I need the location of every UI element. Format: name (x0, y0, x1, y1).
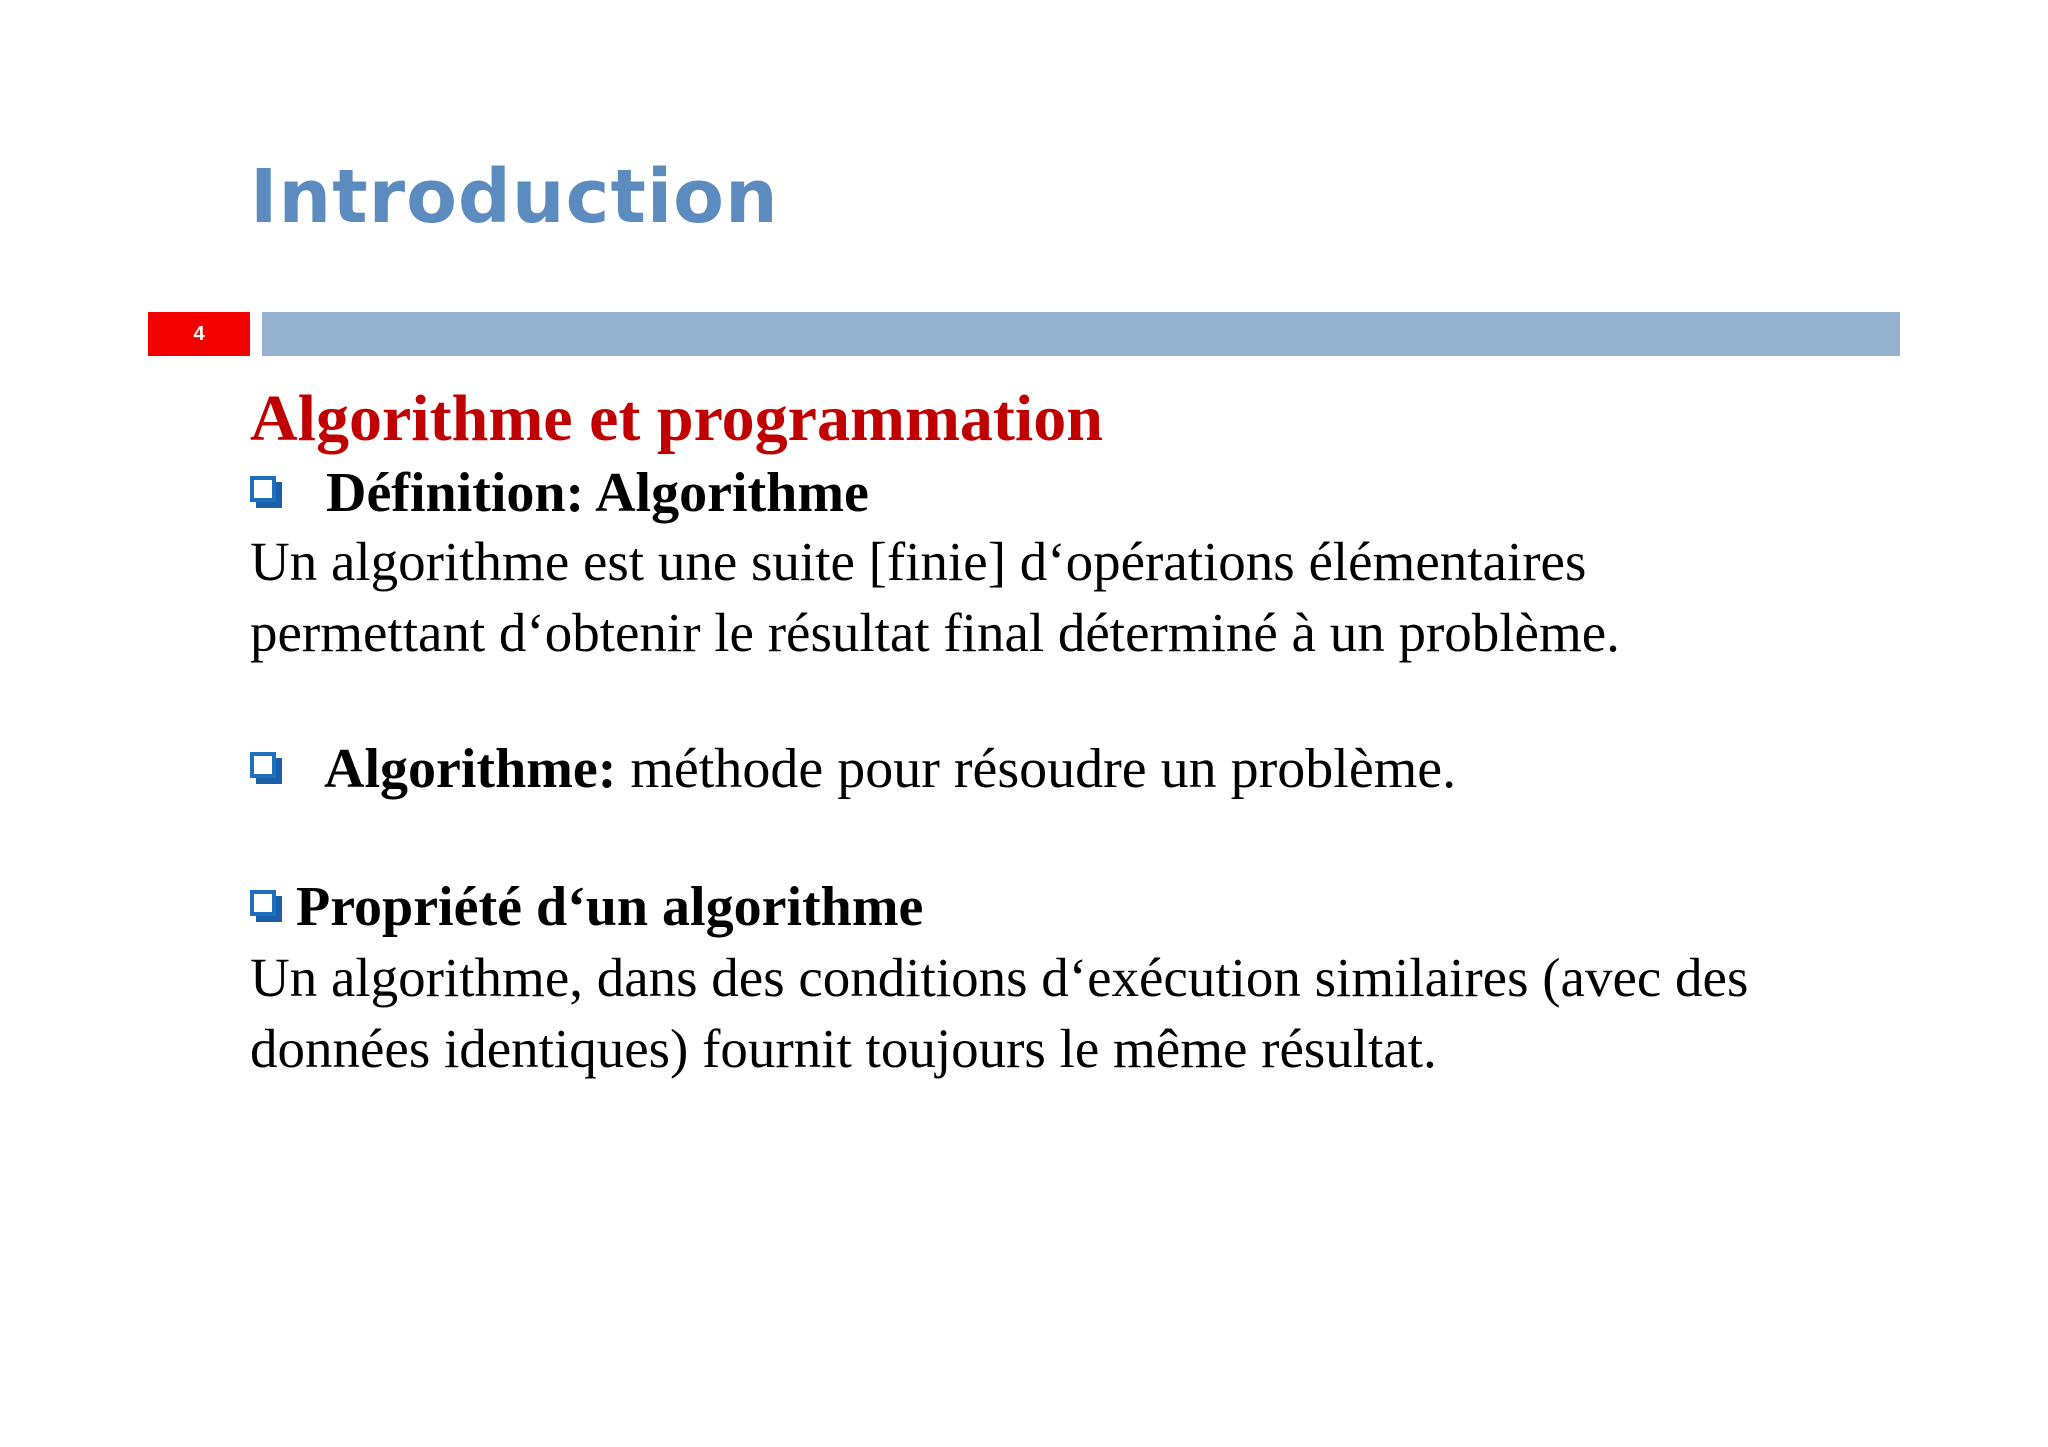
definition-heading: Définition: Algorithme (326, 462, 869, 524)
propriete-line: Un algorithme, dans des conditions d‘exécution similaires (avec des (250, 947, 1749, 1008)
checkbox-icon (250, 476, 284, 510)
slide-content (250, 380, 1900, 1084)
algorithme-bullet (250, 736, 1900, 802)
slide-number: 4 (193, 322, 205, 345)
algorithme-text: méthode pour résoudre un problème. (616, 738, 1457, 800)
header-bar (262, 312, 1900, 356)
definition-line: permettant d‘obtenir le résultat final déterminé à un problème. (250, 602, 1620, 663)
slide-title: Introduction (250, 154, 779, 240)
definition-bullet (250, 460, 1900, 526)
propriete-text (250, 942, 1900, 1084)
checkbox-icon (250, 752, 284, 786)
definition-text (250, 526, 1900, 668)
slide-number-badge (148, 312, 250, 356)
algorithme-term: Algorithme: (324, 738, 617, 800)
section-subtitle: Algorithme et programmation (250, 382, 1103, 455)
propriete-line: données identiques) fournit toujours le même résultat. (250, 1018, 1437, 1079)
checkbox-icon (250, 890, 284, 924)
propriete-bullet (250, 874, 1900, 940)
propriete-heading: Propriété d‘un algorithme (296, 876, 924, 938)
definition-line: Un algorithme est une suite [finie] d‘opérations élémentaires (250, 531, 1587, 592)
